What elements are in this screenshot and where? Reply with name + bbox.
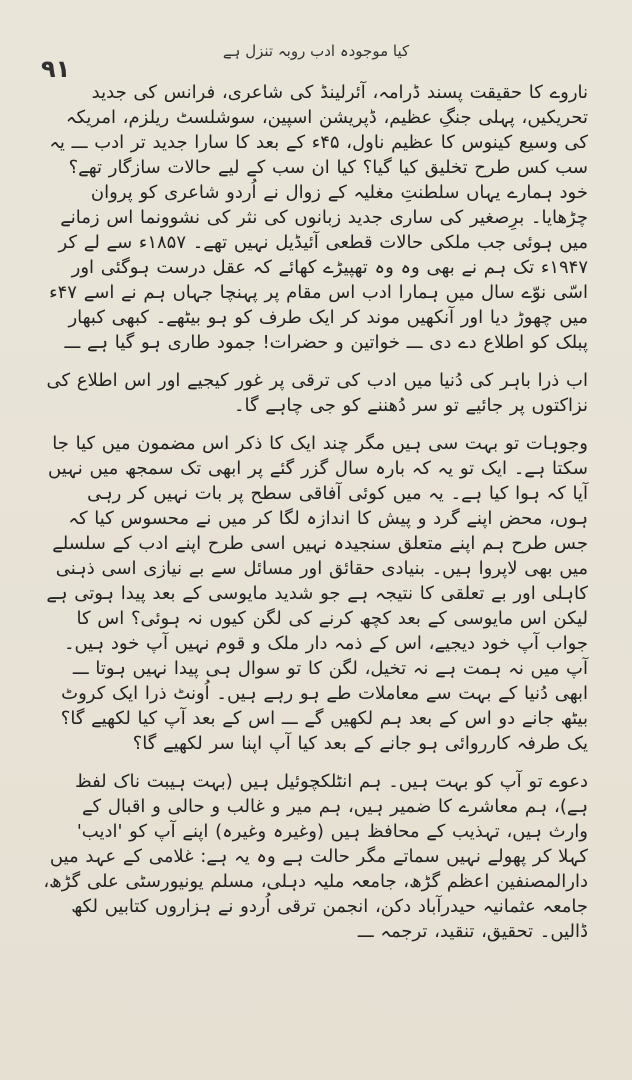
running-title: کیا موجودہ ادب روبہ تنزل ہے <box>222 42 410 60</box>
page-body <box>43 80 588 944</box>
page-header <box>0 41 632 83</box>
page-number: ۹۱ <box>41 55 71 83</box>
paragraph-2: اب ذرا باہر کی دُنیا میں ادب کی ترقی پر غور کیجیے اور اس اطلاع کی نزاکتوں پر جائیے تو سر دُھننے کو جی چاہے گا۔ <box>46 370 588 416</box>
paragraph-1: ناروے کا حقیقت پسند ڈرامہ، آئرلینڈ کی شاعری، فرانس کی جدید تحریکیں، پہلی جنگِ عظیم، ڈپریشن اسپین، سوشلسٹ ریلزم، امریکہ کی وسیع کینوس کا عظیم ناول، ۴۵ء کے بعد کا سارا جدید تر ادب ـــ یہ سب کس طرح تخلیق کیا گیا؟ کیا ان سب کے لیے حالات سازگار تھے؟ خود ہمارے یہاں سلطنتِ مغلیہ کے زوال نے اُردو شاعری کو پروان چڑھایا۔ برِصغیر کی ساری جدید زبانوں کی نثر کی نشوونما اس زمانے میں ہوئی جب ملکی حالات قطعی آئیڈیل نہیں تھے۔ ۱۸۵۷ء سے لے کر ۱۹۴۷ء تک ہم نے بھی وہ وہ تھپیڑے کھائے کہ عقل درست ہوگئی اور اسّی نوّے سال میں ہمارا ادب اس مقام پر پہنچا جہاں ہم نے اسے ۴۷ء میں چھوڑ دیا اور آنکھیں موند کر ایک طرف کو ہو بیٹھے۔ کبھی کبھار پبلک کو اطلاع دے دی ـــ خواتین و حضرات! جمود طاری ہو گیا ہے ـــ <box>49 82 588 353</box>
paragraph-4: دعوے تو آپ کو بہت ہیں۔ ہم انٹلکچوئیل ہیں (بہت ہیبت ناک لفظ ہے)، ہم معاشرے کا ضمیر ہیں، ہم میر و غالب و حالی و اقبال کے وارث ہیں، تہذیب کے محافظ ہیں (وغیرہ وغیرہ) اپنے آپ کو 'ادیب' کہلا کر پھولے نہیں سماتے مگر حالت ہے وہ یہ ہے: غلامی کے عہد میں دارالمصنفین اعظم گڑھ، جامعہ ملیہ دہلی، مسلم یونیورسٹی علی گڑھ، جامعہ عثمانیہ حیدرآباد دکن، انجمن ترقی اُردو نے ہزاروں کتابیں لکھ ڈالیں۔ تحقیق، تنقید، ترجمہ ـــ <box>43 771 588 942</box>
paragraph-3: وجوہات تو بہت سی ہیں مگر چند ایک کا ذکر اس مضمون میں کیا جا سکتا ہے۔ ایک تو یہ کہ بارہ سال گزر گئے پر ابھی تک سمجھ میں نہیں آیا کہ ہوا کیا ہے۔ یہ میں کوئی آفاقی سطح پر بات نہیں کر رہی ہوں، محض اپنے گرد و پیش کا اندازہ لگا کر میں نے محسوس کیا کہ جس طرح ہم اپنے متعلق سنجیدہ نہیں اسی طرح اپنے ادب کے سلسلے میں بھی لاپروا ہیں۔ بنیادی حقائق اور مسائل سے بے نیازی اسی ذہنی کاہلی اور بے تعلقی کا نتیجہ ہے جو شدید مایوسی کے بعد پیدا ہوتی ہے لیکن اس مایوسی کے بعد کچھ کرنے کی لگن کیوں نہ ہوئی؟ اس کا جواب آپ خود دیجیے، اس کے ذمہ دار ملک و قوم نہیں آپ خود ہیں۔ آپ میں نہ ہمت ہے نہ تخیل، لگن کا تو سوال ہی پیدا نہیں ہوتا ـــ ابھی دُنیا کے بہت سے معاملات طے ہو رہے ہیں۔ اُونٹ ذرا ایک کروٹ بیٹھ جانے دو اس کے بعد ہم لکھیں گے ـــ اس کے بعد آپ کیا لکھیے گا؟ یک طرفہ کارروائی ہو جانے کے بعد کیا آپ اپنا سر لکھیے گا؟ <box>46 433 588 754</box>
